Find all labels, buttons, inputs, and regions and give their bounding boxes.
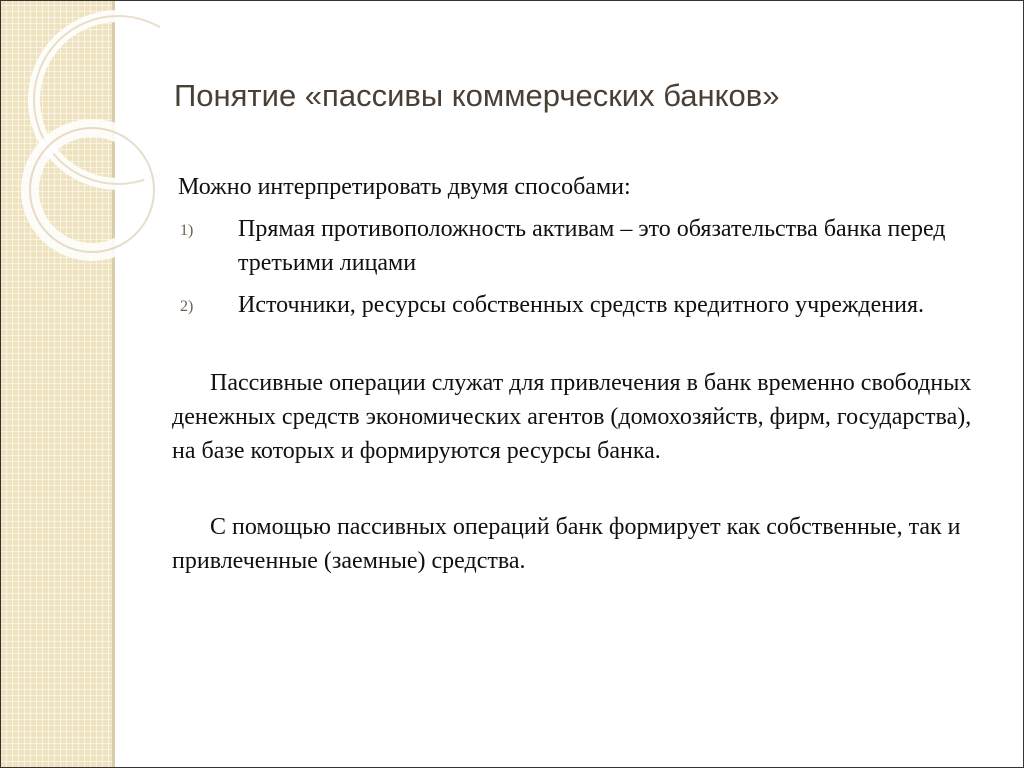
slide-title: Понятие «пассивы коммерческих банков» <box>174 78 780 113</box>
paragraph-funds-formation: С помощью пассивных операций банк формирует как собственные, так и привлеченные (заемные) средства. <box>172 514 961 574</box>
list-item-1: Прямая противоположность активам – это обязательства банка перед третьими лицами <box>238 216 946 276</box>
list-item-2: Источники, ресурсы собственных средств кредитного учреждения. <box>238 292 925 318</box>
intro-text: Можно интерпретировать двумя способами: <box>178 174 631 200</box>
list-number-2: 2) <box>180 298 194 315</box>
paragraph-passive-operations: Пассивные операции служат для привлечения в банк временно свободных денежных средств экономических агентов (домохозяйств, фирм, государства), на базе которых и формируются ресурсы банка. <box>172 370 972 464</box>
list-number-1: 1) <box>180 222 194 239</box>
decorative-rings-graphic <box>0 0 160 300</box>
